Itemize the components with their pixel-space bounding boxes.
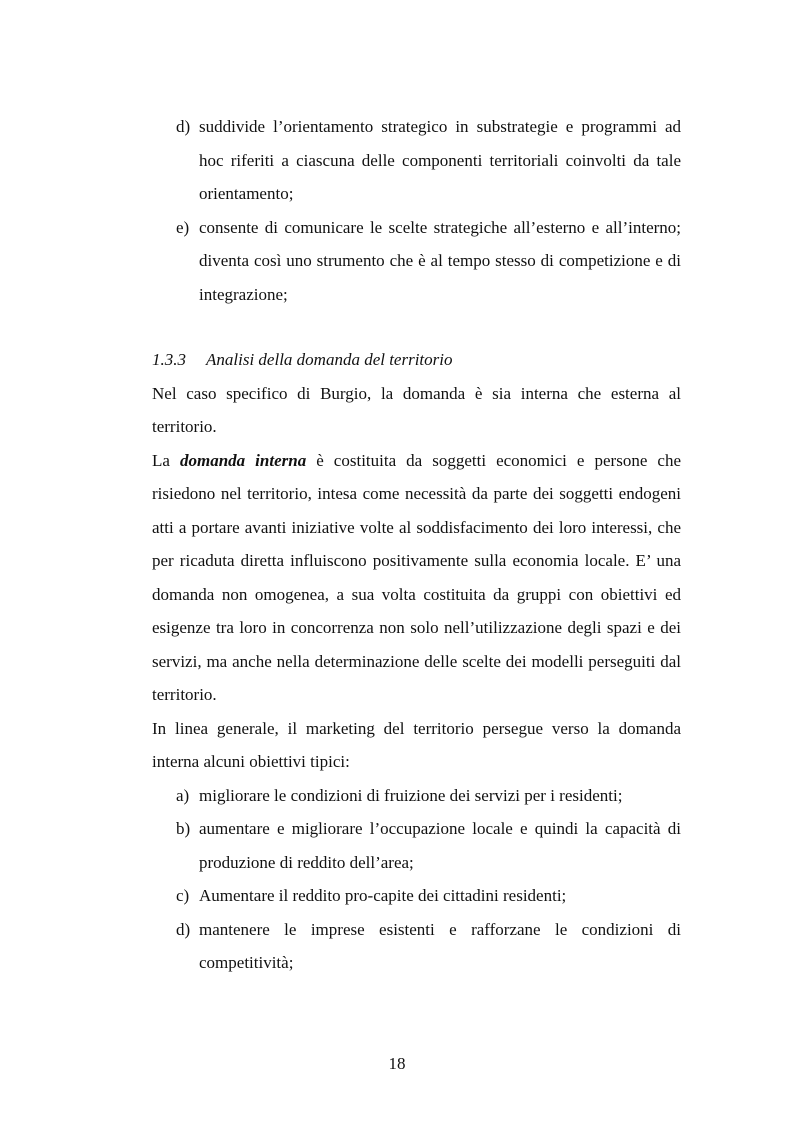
list-marker: a): [176, 785, 190, 805]
list-item-text: consente di comunicare le scelte strategiche all’esterno e all’interno; diventa così uno strumento che è al tempo stesso di competizione e di integrazione;: [199, 217, 681, 304]
list-item: [152, 913, 681, 980]
list-bottom: [152, 779, 681, 980]
list-item-text: mantenere le imprese esistenti e rafforzane le condizioni di competitività;: [199, 919, 681, 972]
list-item-text: suddivide l’orientamento strategico in substrategie e programmi ad hoc riferiti a ciascuna delle componenti territoriali coinvolti da tale orientamento;: [199, 117, 681, 203]
section-title: Analisi della domanda del territorio: [206, 350, 453, 369]
list-marker: d): [176, 919, 191, 939]
list-item: [152, 812, 681, 879]
paragraph-domanda-interna: [152, 444, 681, 712]
paragraph-obiettivi: In linea generale, il marketing del territorio persegue verso la domanda interna alcuni obiettivi tipici:: [152, 718, 681, 771]
list-item: [152, 879, 681, 913]
section-number: 1.3.3: [152, 350, 186, 369]
page-body: [152, 110, 681, 980]
list-marker: d): [176, 117, 191, 136]
section-heading: [152, 343, 681, 377]
list-item: [152, 779, 681, 813]
list-item: [152, 110, 681, 211]
list-top: [152, 110, 681, 311]
list-item-text: Aumentare il reddito pro-capite dei cittadini residenti;: [199, 886, 567, 905]
paragraph-rest: è costituita da soggetti economici e persone che risiedono nel territorio, intesa come necessità da parte dei soggetti endogeni atti a portare avanti iniziative volte al soddisfacimento dei loro interessi, che per ricaduta diretta influiscono positivamente sulla economia locale. E’ una domanda non omogenea, a sua volta costituita da gruppi con obiettivi ed esigenze tra loro in concorrenza non solo nell’utilizzazione degli spazi e dei servizi, ma anche nella determinazione delle scelte dei modelli perseguiti dal territorio.: [152, 450, 681, 704]
paragraph-intro: Nel caso specifico di Burgio, la domanda è sia interna che esterna al territorio.: [152, 383, 681, 436]
key-term: domanda interna: [179, 450, 307, 470]
list-item: [152, 211, 681, 312]
list-marker: c): [176, 886, 190, 905]
list-item-text: migliorare le condizioni di fruizione dei servizi per i residenti;: [199, 785, 623, 805]
list-marker: e): [176, 217, 190, 237]
list-marker: b): [176, 819, 191, 838]
list-item-text: aumentare e migliorare l’occupazione locale e quindi la capacità di produzione di reddito dell’area;: [199, 819, 681, 872]
paragraph-lead: La: [152, 450, 180, 470]
page-number: 18: [388, 1054, 406, 1073]
